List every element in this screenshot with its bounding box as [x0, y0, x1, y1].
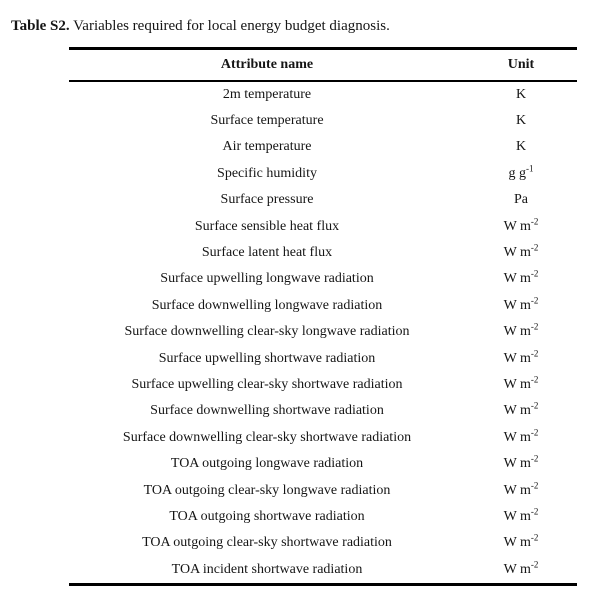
- unit-cell: [465, 163, 577, 181]
- unit-base: W m: [503, 376, 531, 392]
- attribute-cell: Surface upwelling longwave radiation: [160, 271, 374, 287]
- unit-cell: [465, 295, 577, 313]
- attribute-cell: Surface downwelling clear-sky longwave radiation: [124, 324, 410, 340]
- attribute-cell: Surface downwelling shortwave radiation: [150, 403, 384, 419]
- table-caption: [11, 17, 390, 35]
- table-row: [69, 504, 577, 530]
- unit-exponent: -2: [530, 453, 539, 464]
- unit-base: W m: [503, 245, 531, 261]
- attribute-cell: Surface sensible heat flux: [194, 218, 340, 234]
- unit-cell: [465, 347, 577, 366]
- table-row: [69, 398, 577, 424]
- table-row: [69, 425, 577, 451]
- unit-cell: [465, 453, 577, 472]
- unit-exponent: -1: [526, 163, 534, 174]
- unit-base: W m: [503, 218, 531, 234]
- unit-exponent: -2: [530, 479, 539, 490]
- unit-base: K: [515, 113, 527, 129]
- unit-exponent: -2: [530, 347, 539, 358]
- attribute-cell: TOA incident shortwave radiation: [171, 561, 363, 577]
- table-body: [69, 82, 577, 583]
- attribute-cell: Surface downwelling longwave radiation: [151, 297, 383, 313]
- table-row: [69, 477, 577, 503]
- unit-exponent: -2: [530, 374, 539, 385]
- unit-cell: [465, 506, 577, 524]
- attribute-cell: Surface upwelling shortwave radiation: [158, 350, 376, 366]
- unit-cell: [465, 140, 577, 154]
- unit-cell: [465, 427, 577, 445]
- unit-cell: [465, 321, 577, 340]
- attribute-cell: TOA outgoing shortwave radiation: [169, 508, 365, 524]
- table-row: [69, 161, 577, 187]
- unit-base: W m: [503, 403, 531, 419]
- unit-base: W m: [503, 561, 531, 577]
- data-table: [69, 47, 577, 586]
- unit-base: W m: [503, 350, 531, 366]
- table-row: [69, 372, 577, 398]
- table-row: [69, 319, 577, 345]
- unit-base: W m: [503, 456, 531, 472]
- unit-cell: [465, 532, 577, 551]
- table-header-row: [69, 50, 577, 80]
- attribute-column-header: Attribute name: [220, 57, 314, 72]
- attribute-cell: Air temperature: [222, 139, 312, 155]
- table-row: [69, 451, 577, 477]
- unit-base: Pa: [514, 192, 528, 208]
- unit-exponent: -2: [530, 400, 539, 411]
- unit-base: W m: [503, 271, 531, 287]
- table-caption-text: Variables required for local energy budget diagnosis.: [73, 18, 390, 34]
- unit-exponent: -2: [530, 427, 539, 438]
- attribute-cell: TOA outgoing clear-sky shortwave radiation: [142, 535, 392, 551]
- unit-base: K: [515, 86, 527, 102]
- unit-base: g g: [508, 165, 526, 181]
- unit-cell: [465, 268, 577, 287]
- attribute-cell: Surface latent heat flux: [201, 245, 333, 261]
- table-row: [69, 557, 577, 583]
- table-row: [69, 108, 577, 134]
- table-row: [69, 213, 577, 239]
- table-row: [69, 187, 577, 213]
- unit-exponent: -2: [530, 295, 539, 306]
- unit-cell: [465, 193, 577, 207]
- attribute-cell: Surface downwelling clear-sky shortwave radiation: [122, 429, 412, 445]
- attribute-cell: Surface pressure: [220, 192, 314, 208]
- table-row: [69, 134, 577, 160]
- unit-base: K: [515, 139, 527, 155]
- unit-base: W m: [503, 297, 531, 313]
- unit-cell: [465, 559, 577, 577]
- unit-exponent: -2: [530, 506, 539, 517]
- unit-exponent: -2: [530, 242, 539, 253]
- unit-base: W m: [503, 429, 531, 445]
- unit-exponent: -2: [530, 268, 539, 279]
- attribute-cell: Surface upwelling clear-sky shortwave radiation: [131, 376, 403, 392]
- unit-cell: [465, 400, 577, 419]
- table-row: [69, 530, 577, 556]
- unit-cell: [465, 374, 577, 392]
- unit-base: W m: [503, 535, 531, 551]
- table-caption-label: Table S2.: [11, 18, 70, 34]
- table-row: [69, 266, 577, 292]
- attribute-cell: Surface temperature: [210, 113, 324, 129]
- unit-base: W m: [503, 482, 531, 498]
- unit-base: W m: [503, 324, 531, 340]
- unit-cell: [465, 114, 577, 128]
- unit-cell: [465, 242, 577, 261]
- unit-cell: [465, 215, 577, 234]
- unit-column-header: Unit: [507, 57, 535, 72]
- unit-cell: [465, 88, 577, 102]
- table-row: [69, 82, 577, 108]
- attribute-cell: TOA outgoing clear-sky longwave radiation: [143, 482, 391, 498]
- unit-exponent: -2: [530, 215, 539, 226]
- table-row: [69, 240, 577, 266]
- unit-exponent: -2: [530, 532, 539, 543]
- unit-base: W m: [503, 508, 531, 524]
- attribute-cell: 2m temperature: [222, 86, 312, 102]
- unit-cell: [465, 479, 577, 498]
- attribute-cell: TOA outgoing longwave radiation: [170, 456, 364, 472]
- table-row: [69, 345, 577, 371]
- unit-exponent: -2: [530, 321, 539, 332]
- unit-exponent: -2: [530, 559, 539, 570]
- table-bottom-rule: [69, 583, 577, 586]
- attribute-cell: Specific humidity: [217, 165, 317, 181]
- table-row: [69, 293, 577, 319]
